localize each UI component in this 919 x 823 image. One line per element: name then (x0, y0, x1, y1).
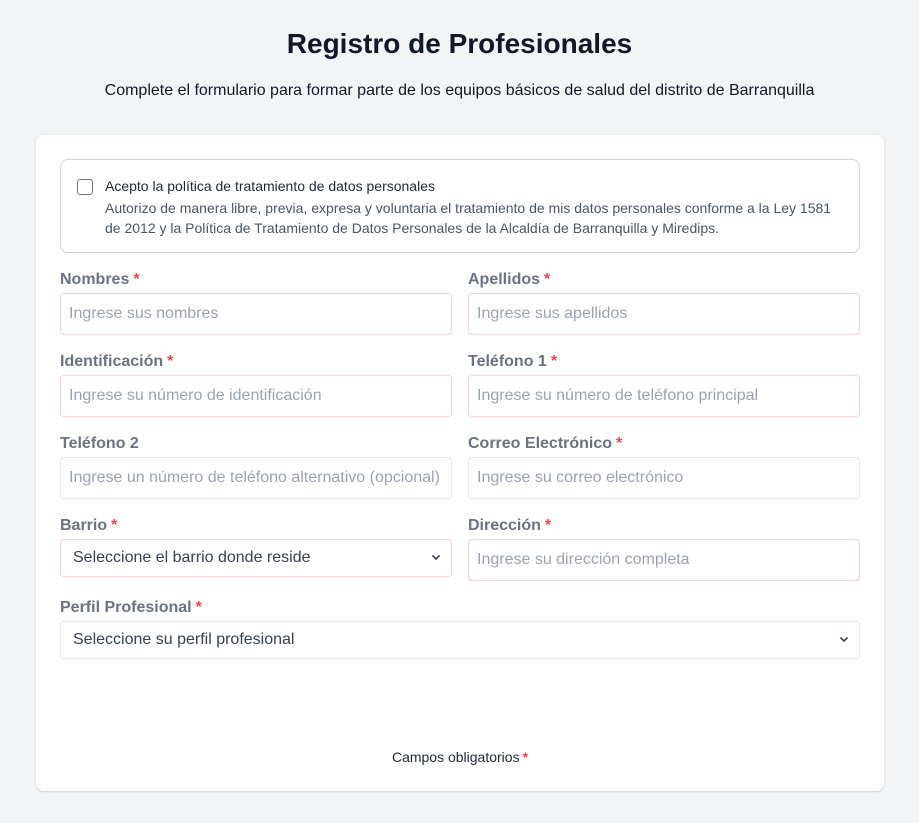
registration-form-card (36, 135, 884, 791)
perfil-label-text: Perfil Profesional (60, 599, 192, 616)
telefono2-placeholder: Ingrese un número de teléfono alternativo (opcional) (69, 469, 440, 486)
correo-label-text: Correo Electrónico (468, 435, 613, 452)
consent-text: Autorizo de manera libre, previa, expresa y voluntaria el tratamiento de mis datos personales conforme a la Ley 1581 de 2012 y la Política de Tratamiento de Datos Personales de la Alcaldía de Barranquilla y Miredips. (105, 200, 832, 236)
required-star: * (522, 749, 529, 765)
telefono1-label-text: Teléfono 1 (468, 353, 547, 370)
required-fields-note (36, 749, 884, 765)
required-mark: * (544, 517, 552, 534)
required-mark: * (616, 435, 623, 452)
apellidos-label (468, 271, 550, 289)
telefono1-placeholder: Ingrese su número de teléfono principal (477, 387, 759, 404)
consent-title[interactable]: Acepto la política de tratamiento de datos personales (105, 178, 435, 194)
direccion-input[interactable] (468, 539, 860, 581)
telefono2-label-text: Teléfono 2 (60, 435, 139, 452)
perfil-selected: Seleccione su perfil profesional (73, 631, 295, 648)
direccion-label (468, 517, 551, 535)
perfil-label (60, 599, 202, 617)
page-subtitle: Complete el formulario para formar parte de los equipos básicos de salud del distrito de Barranquilla (104, 82, 815, 99)
telefono1-label (468, 353, 557, 371)
telefono1-input[interactable] (468, 375, 860, 417)
required-mark: * (195, 599, 202, 616)
consent-box (60, 159, 860, 253)
barrio-label-text: Barrio (60, 517, 108, 534)
apellidos-placeholder: Ingrese sus apellidos (477, 305, 628, 322)
apellidos-label-text: Apellidos (468, 271, 541, 288)
nombres-placeholder: Ingrese sus nombres (69, 305, 219, 322)
nombres-input[interactable] (60, 293, 452, 335)
chevron-down-icon (839, 634, 849, 644)
required-mark: * (550, 353, 558, 370)
required-fields-note-text: Campos obligatorios (391, 749, 520, 765)
direccion-label-text: Dirección (468, 517, 541, 534)
barrio-label (60, 517, 117, 535)
consent-checkbox[interactable] (77, 179, 93, 195)
identificacion-placeholder: Ingrese su número de identificación (69, 387, 322, 404)
identificacion-input[interactable] (60, 375, 452, 417)
nombres-label-text: Nombres (60, 271, 130, 288)
identificacion-label-text: Identificación (60, 353, 164, 370)
page-title: Registro de Profesionales (286, 28, 633, 59)
nombres-label (60, 271, 140, 289)
correo-label (468, 435, 622, 453)
telefono2-input[interactable] (60, 457, 452, 499)
barrio-select[interactable] (60, 539, 452, 577)
required-mark: * (167, 353, 174, 370)
chevron-down-icon (431, 552, 441, 562)
required-mark: * (133, 271, 140, 288)
identificacion-label (60, 353, 173, 371)
correo-placeholder: Ingrese su correo electrónico (477, 469, 684, 486)
required-mark: * (111, 517, 118, 534)
direccion-placeholder: Ingrese su dirección completa (477, 551, 690, 568)
perfil-select[interactable] (60, 621, 860, 659)
telefono2-label (60, 435, 139, 453)
apellidos-input[interactable] (468, 293, 860, 335)
required-mark: * (544, 271, 551, 288)
correo-input[interactable] (468, 457, 860, 499)
barrio-selected: Seleccione el barrio donde reside (73, 549, 311, 566)
